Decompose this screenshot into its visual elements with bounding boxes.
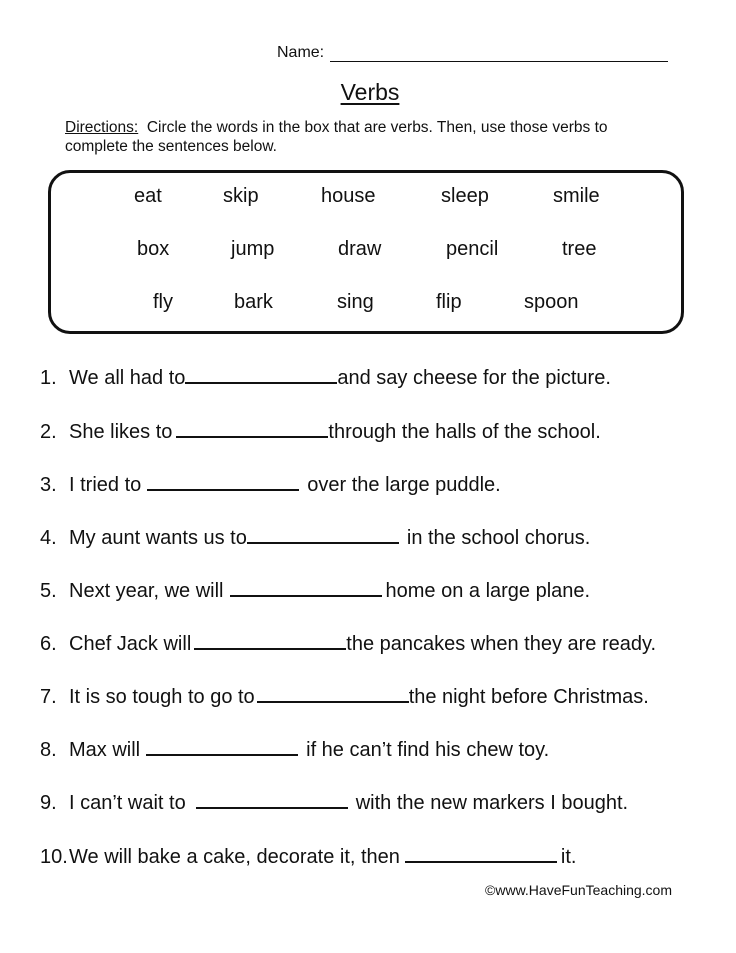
word-item[interactable]: sing <box>337 291 374 313</box>
sentence-number: 9. <box>40 792 57 814</box>
answer-blank[interactable] <box>176 435 328 438</box>
sentence-row <box>40 580 590 603</box>
word-item[interactable]: skip <box>223 185 259 207</box>
sentence-row <box>40 739 549 762</box>
word-item[interactable]: pencil <box>446 238 499 260</box>
sentence-text-after: over the large puddle. <box>307 474 501 496</box>
copyright-text: ©www.HaveFunTeaching.com <box>485 882 672 898</box>
sentence-text-before: Chef Jack will <box>69 633 192 655</box>
word-item[interactable]: box <box>137 238 170 260</box>
sentence-number: 2. <box>40 421 57 443</box>
sentence-number: 4. <box>40 527 57 549</box>
sentence-text-before: She likes to <box>69 421 173 443</box>
directions-text-1: Circle the words in the box that are verbs. Then, use those verbs to <box>146 119 608 136</box>
name-blank-line[interactable] <box>330 45 668 62</box>
sentence-row <box>40 367 611 390</box>
sentence-number: 8. <box>40 739 57 761</box>
word-box <box>48 170 684 334</box>
word-item[interactable]: eat <box>134 185 162 207</box>
answer-blank[interactable] <box>257 700 409 703</box>
answer-blank[interactable] <box>147 488 299 491</box>
word-item[interactable]: jump <box>231 238 275 260</box>
sentence-number: 7. <box>40 686 57 708</box>
sentence-text-before: We all had to <box>69 367 186 389</box>
sentence-row <box>40 846 576 869</box>
sentence-text-after: the pancakes when they are ready. <box>346 633 657 655</box>
sentence-text-before: Next year, we will <box>69 580 224 602</box>
sentence-text-before: My aunt wants us to <box>69 527 247 549</box>
directions-label: Directions: <box>65 119 139 136</box>
word-item[interactable]: house <box>321 185 376 207</box>
answer-blank[interactable] <box>194 647 346 650</box>
sentence-text-after: in the school chorus. <box>406 527 591 549</box>
sentence-text-before: I can’t wait to <box>69 792 186 814</box>
sentence-row <box>40 421 601 444</box>
word-item[interactable]: fly <box>153 291 173 313</box>
sentence-text-before: Max will <box>69 739 141 761</box>
sentence-text-after: with the new markers I bought. <box>355 792 629 814</box>
worksheet-title-text: Verbs <box>340 79 400 105</box>
sentence-number: 5. <box>40 580 57 602</box>
sentence-number: 10. <box>40 846 68 868</box>
sentence-text-before: We will bake a cake, decorate it, then <box>69 846 400 868</box>
sentence-row <box>40 633 656 656</box>
directions <box>65 118 608 156</box>
word-item[interactable]: smile <box>553 185 600 207</box>
directions-text-2: complete the sentences below. <box>65 138 277 155</box>
word-item[interactable]: sleep <box>441 185 489 207</box>
word-item[interactable]: spoon <box>524 291 579 313</box>
name-field-row <box>277 44 668 62</box>
sentence-text-before: I tried to <box>69 474 142 496</box>
sentence-text-after: if he can’t find his chew toy. <box>306 739 550 761</box>
answer-blank[interactable] <box>146 753 298 756</box>
sentence-text-after: the night before Christmas. <box>408 686 649 708</box>
answer-blank[interactable] <box>196 806 348 809</box>
word-item[interactable]: draw <box>338 238 382 260</box>
sentence-row <box>40 527 590 550</box>
word-item[interactable]: tree <box>562 238 597 260</box>
sentence-text-before: It is so tough to go to <box>69 686 255 708</box>
sentence-number: 3. <box>40 474 57 496</box>
sentence-number: 1. <box>40 367 57 389</box>
answer-blank[interactable] <box>230 594 382 597</box>
name-label: Name: <box>277 44 325 61</box>
worksheet-title <box>0 79 736 106</box>
answer-blank[interactable] <box>247 541 399 544</box>
sentence-text-after: home on a large plane. <box>385 580 591 602</box>
answer-blank[interactable] <box>185 381 337 384</box>
directions-line-1 <box>65 118 608 137</box>
sentence-text-after: and say cheese for the picture. <box>337 367 611 389</box>
sentence-row <box>40 792 628 815</box>
sentence-text-after: through the halls of the school. <box>328 421 601 443</box>
word-item[interactable]: bark <box>234 291 273 313</box>
sentence-row <box>40 686 649 709</box>
answer-blank[interactable] <box>405 860 557 863</box>
word-item[interactable]: flip <box>436 291 462 313</box>
sentence-row <box>40 474 501 497</box>
sentence-number: 6. <box>40 633 57 655</box>
sentence-text-after: it. <box>560 846 577 868</box>
